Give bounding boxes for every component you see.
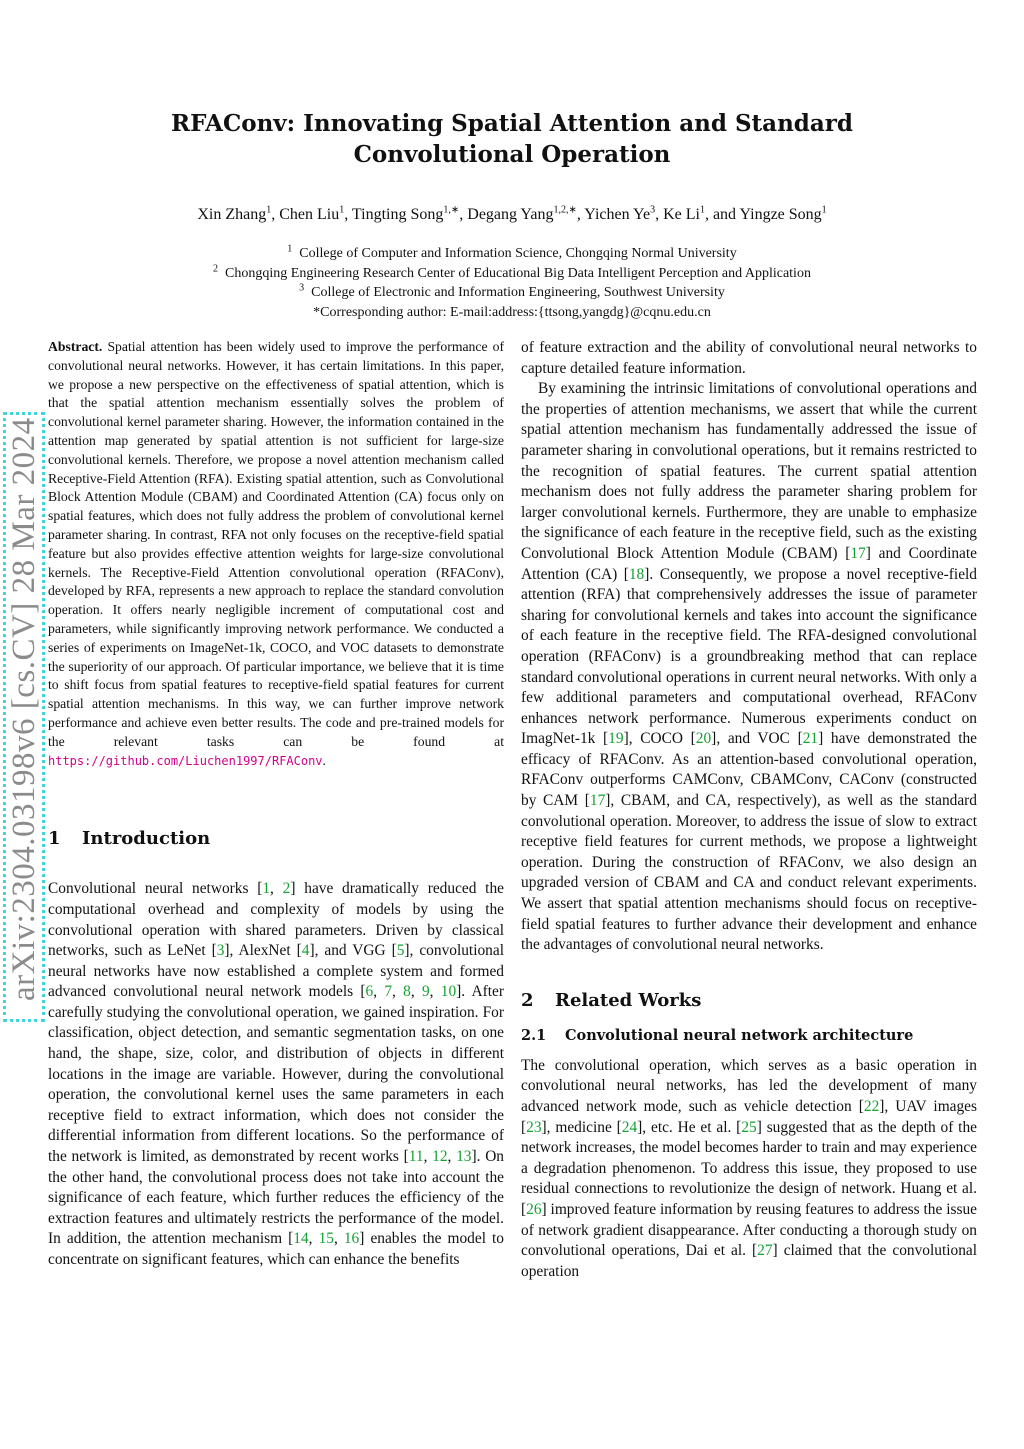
author-affiliation-mark: 1,2,∗ (553, 204, 577, 216)
citation-link[interactable]: 14 (293, 1230, 309, 1248)
citation-link[interactable]: 12 (432, 1148, 448, 1166)
citation-link[interactable]: 22 (863, 1098, 880, 1115)
author-affiliation-mark: 1 (821, 204, 827, 216)
left-column (48, 338, 504, 1271)
author-affiliation-mark: 1 (266, 204, 272, 216)
abstract: Abstract. Spatial attention has been widely used to improve the performance of convolutional neural networks. However, it has certain limitations. In this paper, we propose a new perspective on the effectiveness of spatial attention, which is that the spatial attention mechanism essentially solves the problem of convolutional kernel parameter sharing. However, the information contained in the attention map generated by spatial attention is not sufficient for large-size convolutional kernels. Therefore, we propose a novel attention mechanism called Receptive-Field Attention (RFA). Existing spatial attention, such as Convolutional Block Attention Module (CBAM) and Coordinated Attention (CA) focus only on spatial features, which does not fully address the problem of convolutional kernel parameter sharing. In contrast, RFA not only focuses on the receptive-field spatial feature but also provides effective attention weights for large-size convolutional kernels. The Receptive-Field Attention convolutional operation (RFAConv), developed by RFA, represents a new approach to replace the standard convolution operation. It offers nearly negligible increment of computational cost and parameters, while significantly improving network performance. We conducted a series of experiments on ImageNet-1k, COCO, and VOC datasets to demonstrate the superiority of our approach. Of particular importance, we believe that it is time to shift focus from spatial features to receptive-field spatial features for current spatial attention mechanisms. In this way, we can further improve network performance and achieve even better results. The code and pre-trained models for the relevant tasks can be found at https://github.com/Liuchen1997/RFAConv. (48, 339, 505, 768)
citation-link[interactable]: 3 (216, 942, 225, 960)
arxiv-stamp: arXiv:2304.03198v6 [cs.CV] 28 Mar 2024 (3, 412, 45, 1022)
citation-link[interactable]: 16 (343, 1230, 360, 1248)
author-affiliation-mark: 1 (699, 204, 705, 216)
citation-link[interactable]: 5 (396, 942, 405, 960)
author-name: Tingting Song$^{1,∗}$ (351, 204, 460, 223)
citation-link[interactable]: 23 (526, 1118, 542, 1136)
citation-link[interactable]: 13 (456, 1148, 472, 1166)
author-name: Degang Yang$^{1,2,∗}$ (467, 204, 577, 223)
citation-link[interactable]: 25 (741, 1118, 757, 1136)
right-column (521, 338, 977, 1282)
citation-link[interactable]: 18 (628, 565, 645, 583)
section-heading-related-works: 2 Related Works (521, 989, 702, 1011)
citation-link[interactable]: 19 (608, 730, 624, 748)
citation-link[interactable]: 17 (850, 544, 866, 562)
corresponding-author: *Corresponding author: E-mail:address:{ttsong,yangdg}@cqnu.edu.cn (313, 304, 711, 320)
citation-link[interactable]: 17 (589, 792, 606, 810)
author-name: Chen Liu$^1$ (279, 204, 345, 223)
author-name: Xin Zhang$^1$ (197, 204, 272, 223)
citation-link[interactable]: 1 (262, 880, 271, 898)
intro-paragraph-1-continued: of feature extraction and the ability of convolutional neural networks to capture detailed feature information. (521, 339, 977, 377)
author-list: Xin Zhang$^1$, Chen Liu$^1$, Tingting Song$^{1,∗}$, Degang Yang$^{1,2,∗}$, Yichen Ye$^3$, Ke Li$^1$, and Yingze Song$^1$ (197, 204, 827, 223)
author-affiliation-mark: 1,∗ (443, 204, 460, 216)
citation-link[interactable]: 11 (408, 1148, 424, 1166)
author-affiliation-mark: 3 (650, 204, 656, 216)
citation-link[interactable]: 26 (526, 1200, 542, 1218)
intro-paragraph-1: Convolutional neural networks [1, 2] have dramatically reduced the computational overhead and complexity of models by using the convolutional operation with shared parameters. Driven by classical networks, such as LeNet [3], AlexNet [4], and VGG [5], convolutional neural networks have now established a complete system and formed advanced convolutional neural network models [6, 7, 8, 9, 10]. After carefully studying the convolutional operation, we gained inspiration. For classification, object detection, and semantic segmentation tasks, on one hand, the shape, size, color, and distribution of objects in different locations in the image are variable. However, during the convolutional operation, the convolutional kernel uses the same parameters in each receptive field to extract information, which does not consider the differential information from different locations. So the performance of the network is limited, as demonstrated by recent works [11, 12, 13]. On the other hand, the convolutional process does not take into account the significance of each feature, which further reduces the efficiency of the extraction features and ultimately restricts the performance of the model. In addition, the attention mechanism [14, 15, 16] enables the model to concentrate on significant features, which can enhance the benefits (48, 880, 505, 1269)
author-name: Ke Li$^1$ (663, 204, 705, 223)
affiliation-2: $^2$ Chongqing Engineering Research Center of Educational Big Data Intelligent Perception and Application (213, 262, 811, 281)
affiliations (60, 244, 964, 322)
abstract-text: Spatial attention has been widely used to improve the performance of convolutional neural networks. However, it has certain limitations. In this paper, we propose a new perspective on the effectiveness of spatial attention, which is that the spatial attention mechanism essentially solves the problem of convolutional kernel parameter sharing. However, the information contained in the attention map generated by spatial attention is not sufficient for large-size convolutional kernels. Therefore, we propose a novel attention mechanism called Receptive-Field Attention (RFA). Existing spatial attention, such as Convolutional Block Attention Module (CBAM) and Coordinated Attention (CA) focus only on spatial features, which does not fully address the problem of convolutional kernel parameter sharing. In contrast, RFA not only focuses on the receptive-field spatial feature but also provides effective attention weights for large-size convolutional kernels. The Receptive-Field Attention convolutional operation (RFAConv), developed by RFA, represents a new approach to replace the standard convolution operation. It offers nearly negligible increment of computational cost and parameters, while significantly improving network performance. We conducted a series of experiments on ImageNet-1k, COCO, and VOC datasets to demonstrate the superiority of our approach. Of particular importance, we believe that it is time to shift focus from spatial features to receptive-field spatial features for current spatial attention mechanisms. In this way, we can further improve network performance and achieve even better results. The code and pre-trained models for the relevant tasks can be found at (48, 339, 505, 749)
author-name: Yingze Song$^1$ (739, 204, 827, 223)
intro-paragraph-2: By examining the intrinsic limitations of convolutional operations and the properties of attention mechanisms, we assert that while the current spatial attention mechanism has fundamentally addressed the issue of parameter sharing in convolutional operations, but it remains restricted to the recognition of spatial features. The current spatial attention mechanism does not fully address the parameter sharing problem for larger convolutional kernels. Furthermore, they are unable to emphasize the significance of each feature in the receptive field, such as the existing Convolutional Block Attention Module (CBAM) [17] and Coordinate Attention (CA) [18]. Consequently, we propose a novel receptive-field attention (RFA) that comprehensively addresses the issue of parameter sharing for convolutional kernels and takes into account the significance of each feature in the receptive field. The RFA-designed convolutional operation (RFAConv) is a groundbreaking method that can replace standard convolutional operations in current neural networks. With only a few additional parameters and computational overhead, RFAConv enhances network performance. Numerous experiments conduct on ImagNet-1k [19], COCO [20], and VOC [21] have demonstrated the efficacy of RFAConv. As an attention-based convolutional operation, RFAConv outperforms CAMConv, CBAMConv, CAConv (constructed by CAM [17], CBAM, and CA, respectively), as well as the standard convolutional operation. Moreover, to address the issue of slow to extract receptive field features for current methods, we propose a lightweight operation. During the construction of RFAConv, we also design an upgraded version of CBAM and CA and conduct relevant experiments. We assert that spatial attention mechanisms should focus on receptive-field spatial features to further advance their development and enhance the advantages of convolutional neural networks. (521, 380, 977, 954)
citation-link[interactable]: 15 (318, 1230, 334, 1248)
author-name: Yichen Ye$^3$ (584, 204, 656, 223)
citation-link[interactable]: 27 (757, 1242, 773, 1260)
citation-link[interactable]: 7 (384, 983, 393, 1001)
subsection-heading-cnn-architecture: 2.1 Convolutional neural network architecture (521, 1026, 914, 1044)
code-link[interactable]: https://github.com/Liuchen1997/RFAConv (48, 753, 323, 768)
citation-link[interactable]: 2 (282, 880, 291, 898)
abstract-label: Abstract. (48, 339, 103, 354)
author-affiliation-mark: 1 (339, 204, 345, 216)
related-paragraph-1: The convolutional operation, which serves as a basic operation in convolutional neural networks, has led the development of many advanced network mode, such as vehicle detection [22], UAV images [23], medicine [24], etc. He et al. [25] suggested that as the depth of the network increases, the model becomes harder to train and may experience a degradation phenomenon. To address this issue, they proposed to use residual connections to revolutionize the design of network. Huang et al. [26] improved feature information by reusing features to address the issue of network gradient disappearance. After conducting a thorough study on convolutional operations, Dai et al. [27] claimed that the convolutional operation (521, 1056, 978, 1280)
affiliation-1: $^1$ College of Computer and Information Science, Chongqing Normal University (287, 243, 737, 261)
affiliation-3: $^3$ College of Electronic and Information Engineering, Southwest University (299, 282, 725, 300)
section-heading-introduction: 1 Introduction (48, 828, 211, 850)
citation-link[interactable]: 9 (421, 983, 430, 1001)
citation-link[interactable]: 8 (403, 983, 411, 1001)
citation-link[interactable]: 4 (301, 942, 310, 960)
citation-link[interactable]: 6 (365, 983, 374, 1001)
citation-link[interactable]: 21 (802, 730, 819, 748)
citation-link[interactable]: 10 (440, 983, 457, 1001)
paper-title: RFAConv: Innovating Spatial Attention and Standard Convolutional Operation (171, 110, 853, 168)
citation-link[interactable]: 20 (695, 730, 712, 748)
citation-link[interactable]: 24 (621, 1118, 638, 1136)
